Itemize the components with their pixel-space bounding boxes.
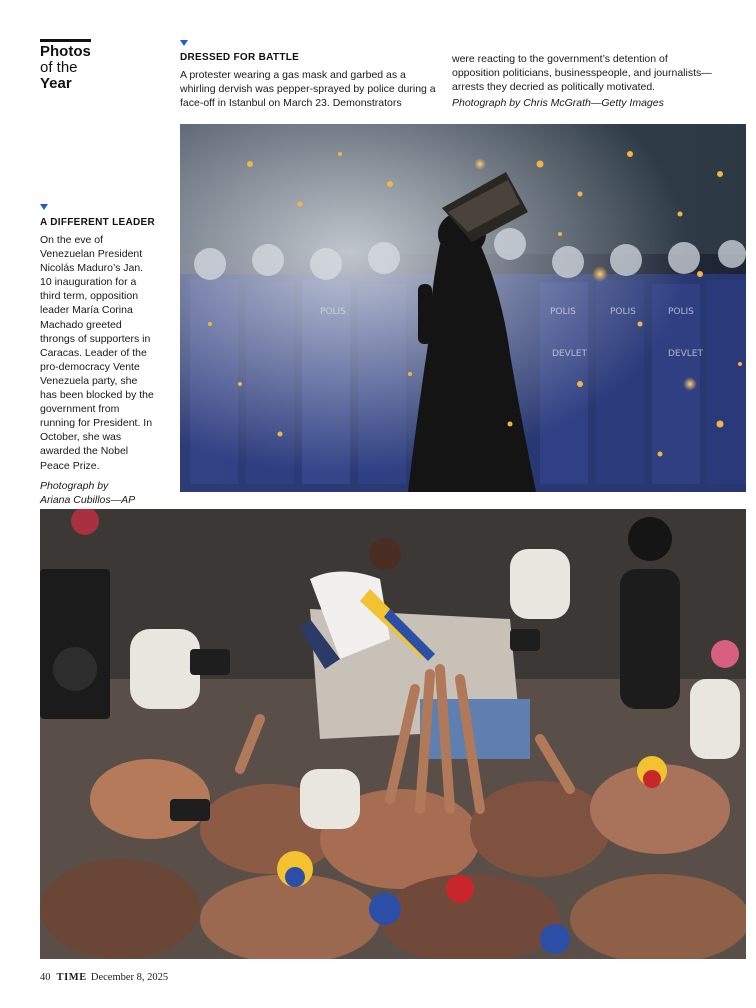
- story2-body-block: [40, 233, 156, 507]
- page-footer: [40, 972, 168, 983]
- story1-body-col2-text: were reacting to the government’s detention of opposition politicians, businesspeople, and journalists—arrests they decried as politically motivated.: [452, 53, 712, 93]
- story1-credit: Photograph by Chris McGrath—Getty Images: [452, 97, 664, 109]
- section-title: [40, 44, 150, 92]
- story2-body: On the eve of Venezuelan President Nicolás Maduro’s Jan. 10 inauguration for a third term, opposition leader María Corina Machado greeted throngs of supporters in Caracas. Leader of the pro-democracy Vente Venezuela party, she has been blocked by the government from running for President. In October, she was awarded the Nobel Peace Prize.: [40, 234, 154, 472]
- speaker-box: [40, 569, 110, 719]
- story1-arrow-icon: [180, 40, 188, 46]
- photo-caracas-crowd: [40, 509, 746, 959]
- section-title-line3: Year: [40, 75, 72, 92]
- story2-arrow-icon: [40, 204, 48, 210]
- section-title-line2: of the: [40, 59, 78, 76]
- issue-date: December 8, 2025: [90, 972, 169, 983]
- photo-istanbul-illustration: [180, 124, 746, 492]
- story1-body-col1: A protester wearing a gas mask and garbed as a whirling dervish was pepper-sprayed by police during a face-off in Istanbul on March 23. Demonstrators: [180, 69, 436, 109]
- photo-istanbul-protester: [180, 124, 746, 492]
- story2-heading: A DIFFERENT LEADER: [40, 217, 156, 228]
- story1-body-col2: [452, 52, 716, 110]
- page-number: 40: [40, 972, 51, 983]
- story2-credit-line1: Photograph by: [40, 479, 109, 492]
- section-rule: [40, 39, 91, 42]
- magazine-name: TIME: [56, 972, 87, 983]
- section-title-line1: Photos: [40, 43, 91, 60]
- story2-credit-line2: Ariana Cubillos—AP: [40, 493, 136, 506]
- story1-heading: DRESSED FOR BATTLE: [180, 52, 300, 63]
- photo-caracas-illustration: [40, 509, 746, 959]
